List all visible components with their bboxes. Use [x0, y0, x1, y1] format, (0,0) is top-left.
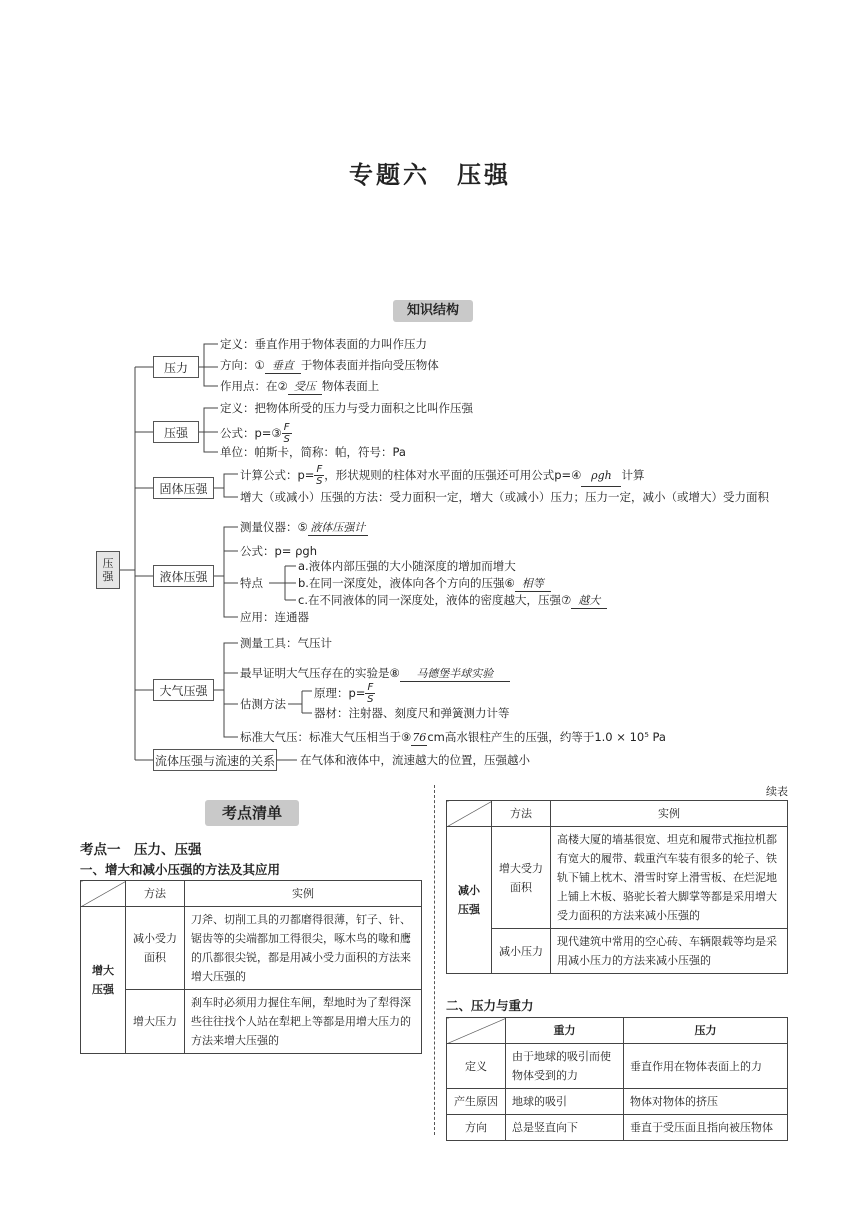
solid-calc-middle: ，形状规则的柱体对水平面的压强还可用公式p=④: [324, 468, 582, 482]
table-cell-force: 物体对物体的挤压: [624, 1089, 788, 1115]
solid-method: 增大（或减小）压强的方法：受力面积一定，增大（或减小）压力；压力一定，减小（或增大）受力面积: [240, 490, 769, 504]
table-cell-gravity: 由于地球的吸引而使物体受到的力: [506, 1044, 624, 1089]
atmos-experiment-prefix: 最早证明大气压存在的实验是⑧: [240, 666, 400, 680]
answer-8: 马德堡半球实验: [400, 667, 510, 682]
table-header-example: 实例: [185, 881, 422, 907]
table-header-force: 压力: [624, 1018, 788, 1044]
table-row: [447, 929, 788, 974]
table-increase-pressure: [80, 880, 422, 1054]
force-definition: 定义：垂直作用于物体表面的力叫作压力: [220, 337, 427, 351]
section-banner-knowledge: 知识结构: [393, 300, 473, 322]
atmos-standard-suffix: cm高水银柱产生的压强，约等于1.0 × 10⁵ Pa: [427, 730, 666, 744]
table-cell-method: 减小压力: [492, 929, 551, 974]
table-header-gravity: 重力: [506, 1018, 624, 1044]
table-corner-cell: [447, 1018, 506, 1044]
table-corner-cell: [81, 881, 126, 907]
force-application-point: [220, 379, 379, 395]
liquid-feature-c-prefix: c.在不同液体的同一深度处，液体的密度越大，压强⑦: [298, 593, 572, 607]
answer-7: 越大: [571, 594, 607, 609]
page-title: 专题六 压强: [349, 161, 511, 189]
node-pressure-force: 压力: [153, 356, 199, 378]
table-cell-method: 增大压力: [126, 990, 185, 1054]
liquid-feature-a: a.液体内部压强的大小随深度的增加而增大: [298, 559, 516, 573]
pressure-unit: 单位：帕斯卡，简称：帕，符号：Pa: [220, 445, 406, 459]
liquid-feature-c: [298, 593, 607, 609]
pressure-formula: [220, 422, 292, 445]
force-direction-prefix: 方向：①: [220, 358, 265, 372]
node-solid-pressure: 固体压强: [153, 477, 214, 499]
table-cell-force: 垂直作用在物体表面上的力: [624, 1044, 788, 1089]
table-row: [447, 827, 788, 929]
atmos-experiment: [240, 666, 510, 682]
pressure-formula-prefix: 公式：p=③: [220, 426, 282, 440]
table-row-label: 方向: [447, 1115, 506, 1141]
liquid-instrument-prefix: 测量仪器：⑤: [240, 520, 308, 534]
table-group-label: [447, 827, 492, 974]
table-header-example: 实例: [551, 801, 788, 827]
table-header-method: 方法: [126, 881, 185, 907]
table-group-text: 增大压强: [92, 964, 114, 996]
liquid-feature-b-prefix: b.在同一深度处，液体向各个方向的压强⑥: [298, 576, 515, 590]
table-group-text: 减小压强: [458, 884, 480, 916]
atmos-standard-prefix: 标准大气压：标准大气压相当于⑨: [240, 730, 412, 744]
fraction-numerator: F: [316, 464, 323, 475]
section-banner-checklist: 考点清单: [205, 800, 299, 826]
answer-5: 液体压强计: [308, 521, 368, 536]
fraction-numerator: F: [367, 682, 374, 693]
node-fluid-pressure: 流体压强与流速的关系: [153, 749, 277, 771]
answer-4: ρgh: [581, 466, 621, 487]
table-cell-force: 垂直于受压面且指向被压物体: [624, 1115, 788, 1141]
table-cell-method: 减小受力面积: [126, 907, 185, 990]
liquid-feature-label: 特点: [240, 576, 263, 590]
force-direction-suffix: 于物体表面并指向受压物体: [300, 358, 439, 372]
solid-fraction: [314, 464, 324, 487]
table-corner-cell: [447, 801, 492, 827]
table-reduce-pressure: [446, 800, 788, 974]
fraction-denominator: S: [283, 434, 290, 445]
table-row-label: 产生原因: [447, 1089, 506, 1115]
fraction-denominator: S: [316, 476, 323, 487]
liquid-instrument: [240, 520, 368, 536]
table-cell-gravity: 总是竖直向下: [506, 1115, 624, 1141]
fraction-numerator: F: [283, 422, 290, 433]
table-row-label: 定义: [447, 1044, 506, 1089]
table-cell-example: 高楼大厦的墙基很宽、坦克和履带式拖拉机都有宽大的履带、载重汽车装有很多的轮子、铁轨下铺上枕木、滑雪时穿上滑雪板、在烂泥地上铺上木板、骆驼长着大脚掌等都是采用增大受力面积的方法来减小压强的: [551, 827, 788, 929]
table-cell-method: 增大受力面积: [492, 827, 551, 929]
node-liquid-pressure: 液体压强: [153, 565, 214, 587]
subsection-heading-2: 二、压力与重力: [446, 998, 534, 1013]
atmos-standard: [240, 730, 666, 746]
table-row: [447, 1115, 788, 1141]
node-pressure: 压强: [153, 421, 199, 443]
table-row: [447, 1044, 788, 1089]
solid-calc-suffix: 计算: [621, 468, 645, 482]
force-point-prefix: 作用点：在②: [220, 379, 288, 393]
liquid-application: 应用：连通器: [240, 610, 309, 624]
atmos-tool: 测量工具：气压计: [240, 636, 332, 650]
table-cell-example: 刀斧、切削工具的刃都磨得很薄，钉子、针、锯齿等的尖端都加工得很尖，啄木鸟的喙和鹰的爪都很尖锐，都是用减小受力面积的方法来增大压强的: [185, 907, 422, 990]
kaodian-heading: 考点一 压力、压强: [80, 842, 202, 858]
answer-2: 受压: [288, 380, 322, 395]
table-cell-gravity: 地球的吸引: [506, 1089, 624, 1115]
node-atmospheric-pressure: 大气压强: [153, 679, 214, 701]
pressure-definition: 定义：把物体所受的压力与受力面积之比叫作压强: [220, 401, 473, 415]
liquid-formula: 公式：p= ρgh: [240, 544, 317, 558]
table-header-method: 方法: [492, 801, 551, 827]
atmos-principle-prefix: 原理：p=: [314, 686, 366, 700]
liquid-feature-b: [298, 576, 551, 592]
atmos-estimation-label: 估测方法: [240, 697, 286, 711]
table-cell-example: 刹车时必须用力握住车闸，犁地时为了犁得深些往往找个人站在犁耙上等都是用增大压力的方法来增大压强的: [185, 990, 422, 1054]
solid-calc-formula: [240, 464, 644, 487]
fluid-text: 在气体和液体中，流速越大的位置，压强越小: [300, 753, 530, 767]
mindmap-root: [96, 551, 120, 589]
table-row: [81, 907, 422, 990]
solid-calc-prefix: 计算公式：p=: [240, 468, 315, 482]
table-cell-example: 现代建筑中常用的空心砖、车辆限载等均是采用减小压力的方法来减小压强的: [551, 929, 788, 974]
force-direction: [220, 358, 439, 374]
fraction-denominator: S: [367, 694, 374, 705]
force-point-suffix: 物体表面上: [321, 379, 380, 393]
answer-3-fraction: [282, 422, 292, 445]
table-group-label: [81, 907, 126, 1054]
table-force-vs-gravity: [446, 1017, 788, 1141]
answer-1: 垂直: [265, 359, 301, 374]
atmos-equipment: 器材：注射器、刻度尺和弹簧测力计等: [314, 706, 510, 720]
table-row: [447, 1089, 788, 1115]
column-divider: [434, 785, 435, 1135]
mindmap-root-label: 压强: [102, 557, 114, 583]
answer-6: 相等: [515, 577, 551, 592]
atmos-fraction: [365, 682, 375, 705]
continued-label: 续表: [766, 785, 788, 798]
atmos-principle: [314, 682, 375, 705]
answer-9: 76: [412, 731, 427, 744]
subsection-heading-1: 一、增大和减小压强的方法及其应用: [80, 862, 281, 877]
table-row: [81, 990, 422, 1054]
